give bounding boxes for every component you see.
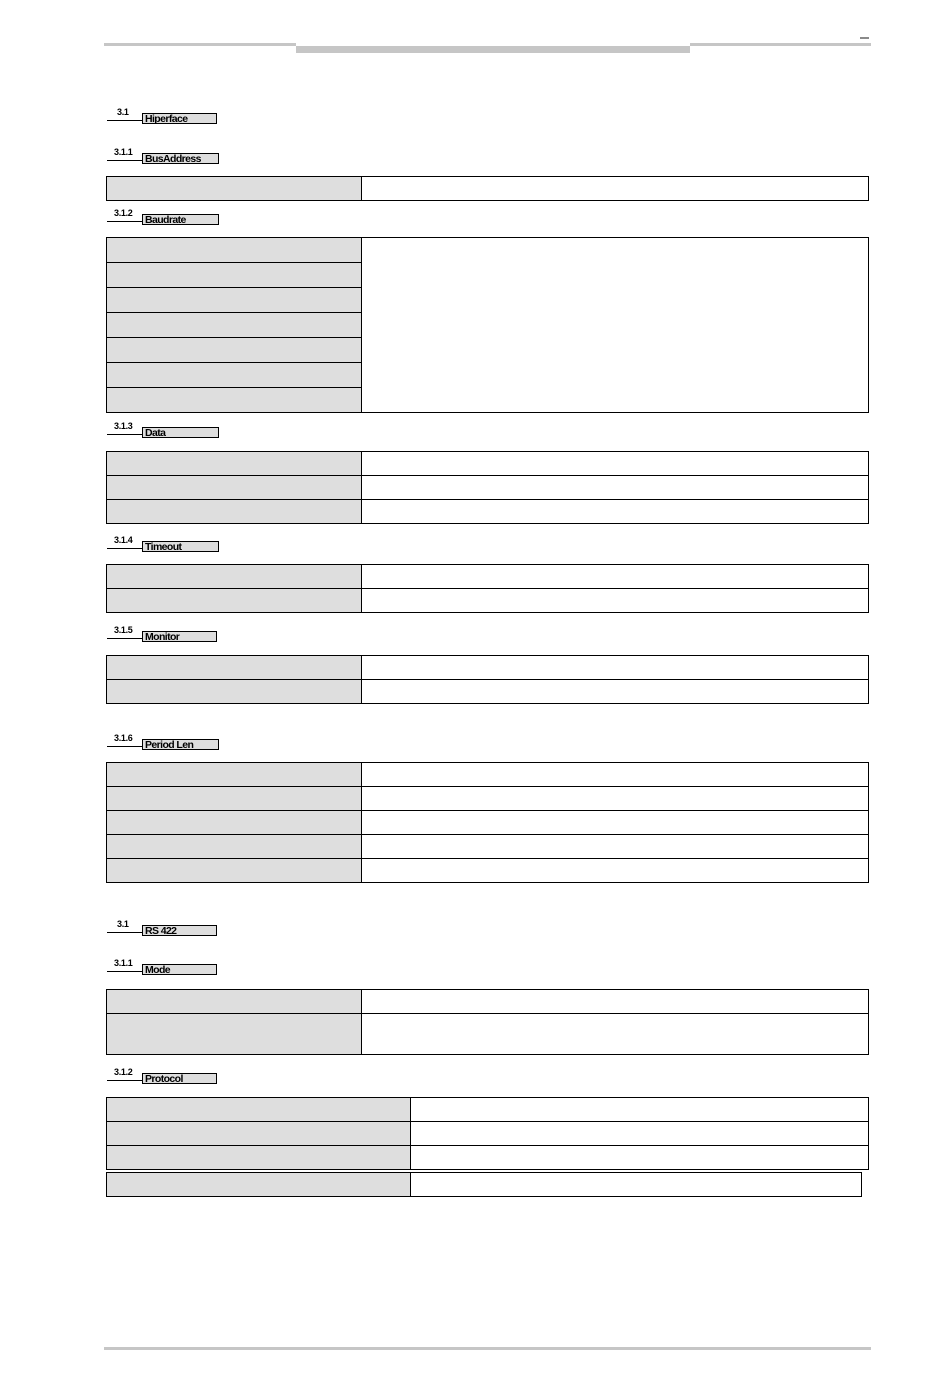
header-rule-left [104, 43, 296, 46]
table-row [107, 680, 869, 704]
section-title: Data [145, 427, 166, 439]
section-number: 3.1 [117, 107, 129, 117]
table-period-len [106, 762, 869, 883]
table-row [107, 500, 869, 524]
section-number: 3.1.2 [114, 1067, 133, 1077]
header-rule-center [296, 46, 690, 53]
table-row [107, 859, 869, 883]
section-title: BusAddress [145, 153, 201, 165]
table-row [107, 1014, 869, 1055]
table-row [107, 589, 869, 613]
section-number: 3.1.1 [114, 958, 133, 968]
table-row [107, 787, 869, 811]
table-baudrate [106, 237, 869, 413]
table-row [107, 238, 869, 263]
table-row [107, 835, 869, 859]
section-number: 3.1.5 [114, 625, 133, 635]
table-row [107, 990, 869, 1014]
table-row [107, 1098, 869, 1122]
section-title: Baudrate [145, 214, 186, 226]
section-title: RS 422 [145, 925, 177, 937]
section-title: Period Len [145, 739, 194, 751]
table-row [107, 763, 869, 787]
section-number: 3.1.4 [114, 535, 133, 545]
table-protocol [106, 1097, 869, 1170]
section-title: Protocol [145, 1073, 183, 1085]
section-number: 3.1.3 [114, 421, 133, 431]
section-number: 3.1.1 [114, 147, 133, 157]
table-row [107, 565, 869, 589]
header-marker [860, 37, 869, 39]
table-row [107, 656, 869, 680]
section-title: Mode [145, 964, 171, 976]
section-number: 3.1 [117, 919, 129, 929]
table-monitor [106, 655, 869, 704]
table-row [107, 1173, 862, 1197]
table-mode [106, 989, 869, 1055]
table-timeout [106, 564, 869, 613]
table-row [107, 1122, 869, 1146]
table-row [107, 811, 869, 835]
table-data [106, 451, 869, 524]
table-row [107, 476, 869, 500]
section-title: Timeout [145, 541, 182, 553]
table-row [107, 177, 869, 201]
section-number: 3.1.6 [114, 733, 133, 743]
header-rule-right [690, 43, 871, 46]
footer-rule [104, 1347, 871, 1350]
table-protocol-last-row [106, 1172, 862, 1197]
table-busaddress [106, 176, 869, 201]
section-title: Monitor [145, 631, 180, 643]
section-number: 3.1.2 [114, 208, 133, 218]
section-title: Hiperface [145, 113, 188, 125]
table-row [107, 452, 869, 476]
table-row [107, 1146, 869, 1170]
